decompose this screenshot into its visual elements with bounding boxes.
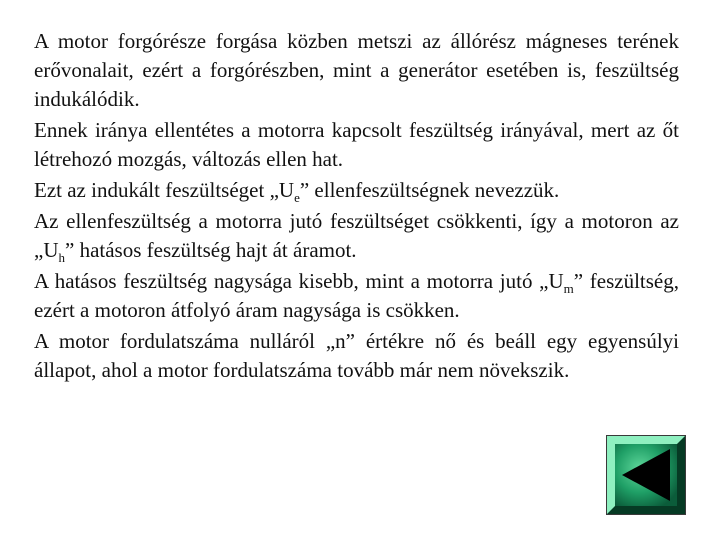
paragraph-text: Ennek iránya ellentétes a motorra kapcsolt feszültség irányával, mert az őt létrehozó mozgás, változás ellen hat. [34, 118, 679, 171]
paragraph-induced-voltage [34, 27, 679, 114]
subscript-h: h [58, 250, 65, 265]
paragraph-back-emf-definition [34, 176, 679, 205]
subscript-e: e [294, 190, 300, 205]
paragraph-text: A motor fordulatszáma nulláról „n” értékre nő és beáll egy egyensúlyi állapot, ahol a motor fordulatszáma tovább már nem növekszik. [34, 329, 679, 382]
subscript-m: m [563, 281, 574, 296]
paragraph-equilibrium [34, 327, 679, 385]
back-button[interactable] [606, 435, 686, 515]
paragraph-text-before: Az ellenfeszültség a motorra jutó feszültséget csökkenti, így a motoron az „U [34, 209, 679, 262]
back-button-graphic [607, 436, 685, 514]
paragraph-text: A motor forgórésze forgása közben metszi az állórész mágneses terének erővonalait, ezért a forgórészben, mint a generátor esetében is, feszültség indukálódik. [34, 29, 679, 111]
paragraph-direction [34, 116, 679, 174]
paragraph-text-after: ” ellenfeszültségnek nevezzük. [299, 178, 560, 202]
paragraph-current-decrease [34, 267, 679, 325]
paragraph-text-before: Ezt az indukált feszültséget „U [34, 178, 295, 202]
slide-body-text [34, 27, 679, 385]
paragraph-effective-voltage [34, 207, 679, 265]
paragraph-text-after: ” feszültség, ezért a motoron átfolyó áram nagysága is csökken. [34, 269, 679, 322]
paragraph-text-before: A hatásos feszültség nagysága kisebb, mint a motorra jutó „U [34, 269, 564, 293]
paragraph-text-after: ” hatásos feszültség hajt át áramot. [65, 238, 357, 262]
